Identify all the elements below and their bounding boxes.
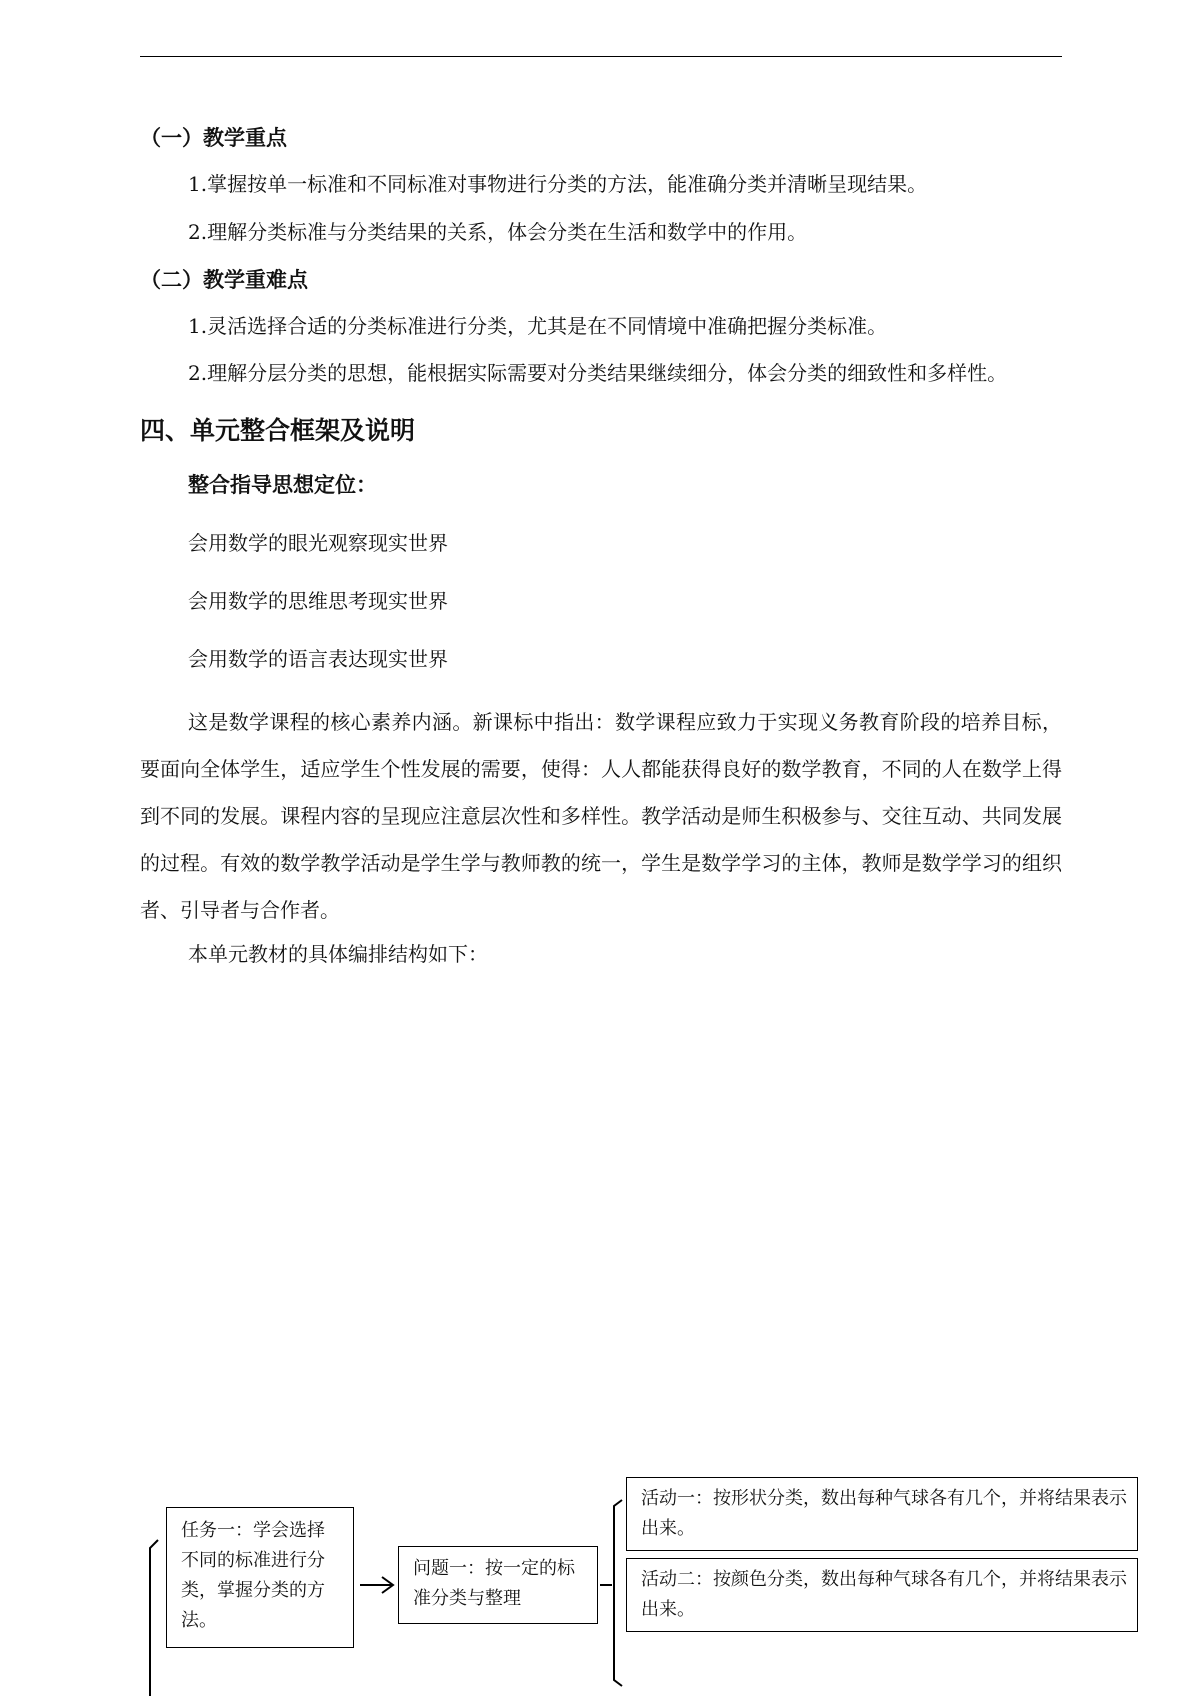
- guide-line-3: 会用数学的语言表达现实世界: [188, 647, 448, 671]
- difficult-point-1: 1.灵活选择合适的分类标准进行分类，尤其是在不同情境中准确把握分类标准。: [188, 314, 888, 338]
- difficult-points-heading: （二）教学重难点: [140, 268, 308, 292]
- task-1-box: 任务一：学会选择不同的标准进行分类，掌握分类的方法。: [166, 1507, 354, 1648]
- section-4-heading: 四、单元整合框架及说明: [140, 416, 416, 445]
- key-point-2: 2.理解分类标准与分类结果的关系，体会分类在生活和数学中的作用。: [188, 220, 808, 244]
- arrow-head: [382, 1577, 393, 1593]
- left-bracket: [150, 1540, 158, 1696]
- activity-bracket: [614, 1500, 622, 1686]
- key-point-1: 1.掌握按单一标准和不同标准对事物进行分类的方法，能准确分类并清晰呈现结果。: [188, 172, 928, 196]
- body-paragraph: 这是数学课程的核心素养内涵。新课标中指出：数学课程应致力于实现义务教育阶段的培养目标，要面向全体学生，适应学生个性发展的需要，使得：人人都能获得良好的数学教育，不同的人在数学上得到不同的发展。课程内容的呈现应注意层次性和多样性。教学活动是师生积极参与、交往互动、共同发展的过程。有效的数学教学活动是学生学与教师教的统一，学生是数学学习的主体，教师是数学学习的组织者、引导者与合作者。: [140, 710, 1062, 922]
- key-points-heading: （一）教学重点: [140, 126, 287, 150]
- activity-1-box: 活动一：按形状分类，数出每种气球各有几个，并将结果表示出来。: [626, 1477, 1138, 1551]
- guide-title: 整合指导思想定位：: [188, 473, 377, 497]
- problem-1-box: 问题一：按一定的标准分类与整理: [398, 1546, 598, 1624]
- guide-line-2: 会用数学的思维思考现实世界: [188, 589, 448, 613]
- difficult-point-2: 2.理解分层分类的思想，能根据实际需要对分类结果继续细分，体会分类的细致性和多样性。: [188, 361, 1008, 385]
- guide-line-1: 会用数学的眼光观察现实世界: [188, 531, 448, 555]
- header-rule: [140, 56, 1062, 57]
- document-body: [140, 120, 1062, 972]
- activity-2-box: 活动二：按颜色分类，数出每种气球各有几个，并将结果表示出来。: [626, 1558, 1138, 1632]
- structure-intro: 本单元教材的具体编排结构如下：: [188, 942, 488, 966]
